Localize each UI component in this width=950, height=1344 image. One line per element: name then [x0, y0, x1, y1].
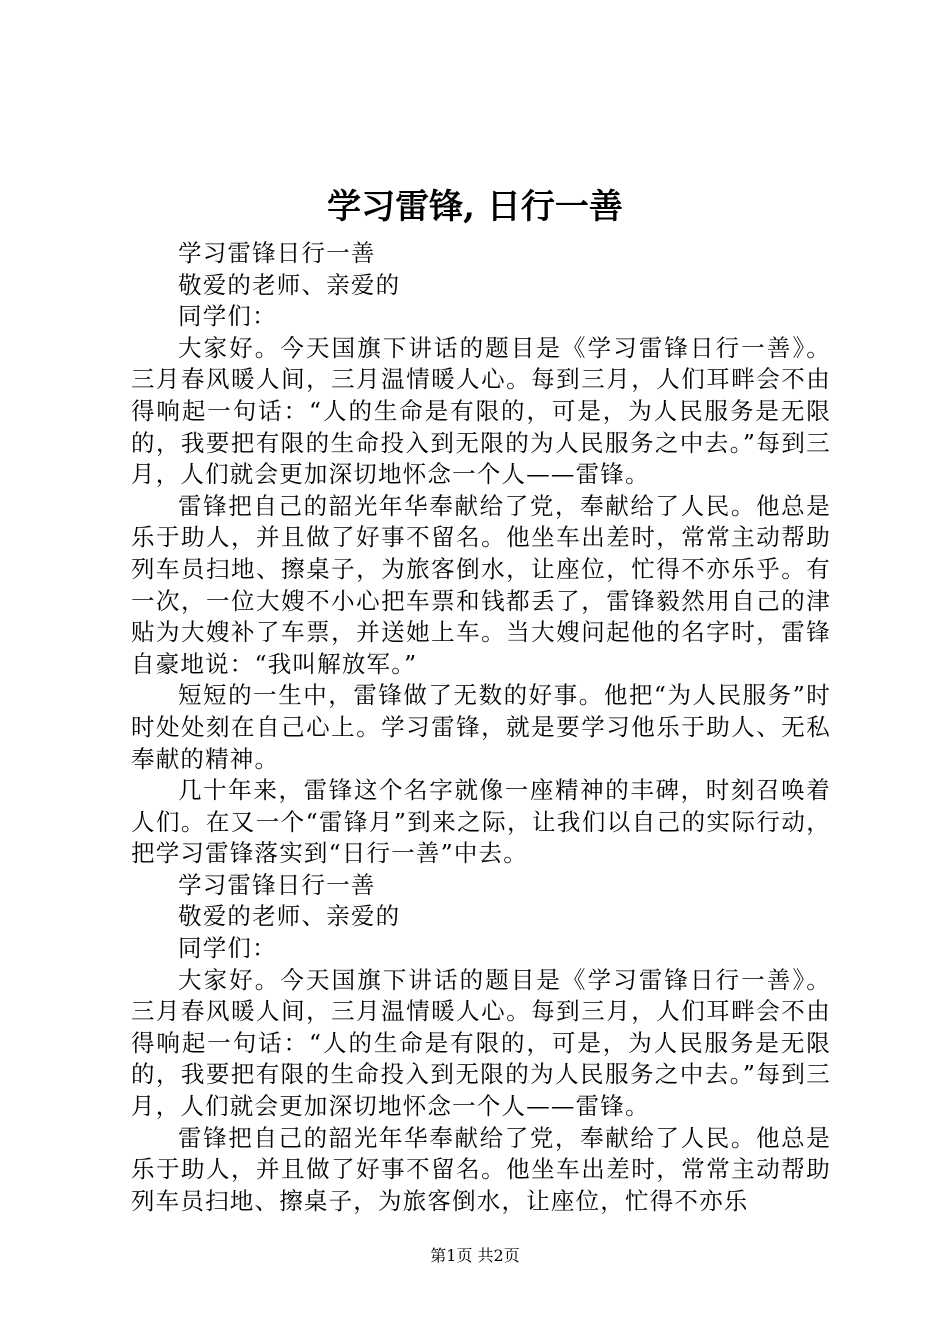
greeting-line: 同学们： — [178, 934, 277, 963]
body-paragraph: 大家好。今天国旗下讲话的题目是《学习雷锋日行一善》。三月春风暖人间，三月温情暖人心。每到三月，人们耳畔会不由得响起一句话：“人的生命是有限的，可是，为人民服务是无限的，我要把有限的生命投入到无限的为人民服务之中去。”每到三月，人们就会更加深切地怀念一个人——雷锋。 — [131, 965, 831, 1121]
body-paragraph: 雷锋把自己的韶光年华奉献给了党，奉献给了人民。他总是乐于助人，并且做了好事不留名。他坐车出差时，常常主动帮助列车员扫地、擦桌子，为旅客倒水，让座位，忙得不亦乐乎。有一次，一位大嫂不小心把车票和钱都丢了，雷锋毅然用自己的津贴为大嫂补了车票，并送她上车。当大嫂问起他的名字时，雷锋自豪地说：“我叫解放军。” — [131, 491, 831, 678]
body-paragraph: 几十年来，雷锋这个名字就像一座精神的丰碑，时刻召唤着人们。在又一个“雷锋月”到来之际，让我们以自己的实际行动，把学习雷锋落实到“日行一善”中去。 — [131, 776, 831, 868]
greeting-line: 同学们： — [178, 302, 277, 331]
greeting-heading: 学习雷锋日行一善 — [178, 239, 376, 267]
greeting-heading: 学习雷锋日行一善 — [178, 870, 376, 899]
page-indicator: 第1页 共2页 — [430, 1246, 520, 1265]
greeting-line: 敬爱的老师、亲爱的 — [178, 902, 401, 931]
body-paragraph: 大家好。今天国旗下讲话的题目是《学习雷锋日行一善》。三月春风暖人间，三月温情暖人心。每到三月，人们耳畔会不由得响起一句话：“人的生命是有限的，可是，为人民服务是无限的，我要把有限的生命投入到无限的为人民服务之中去。”每到三月，人们就会更加深切地怀念一个人——雷锋。 — [131, 333, 831, 489]
document-body — [131, 238, 831, 1217]
body-paragraph: 雷锋把自己的韶光年华奉献给了党，奉献给了人民。他总是乐于助人，并且做了好事不留名。他坐车出差时，常常主动帮助列车员扫地、擦桌子，为旅客倒水，让座位，忙得不亦乐 — [131, 1123, 831, 1215]
page-footer — [0, 1244, 950, 1268]
document-title: 学习雷锋, 日行一善 — [327, 187, 623, 227]
greeting-line: 敬爱的老师、亲爱的 — [178, 270, 401, 299]
body-paragraph: 短短的一生中，雷锋做了无数的好事。他把“为人民服务”时时处处刻在自己心上。学习雷锋，就是要学习他乐于助人、无私奉献的精神。 — [131, 681, 831, 773]
